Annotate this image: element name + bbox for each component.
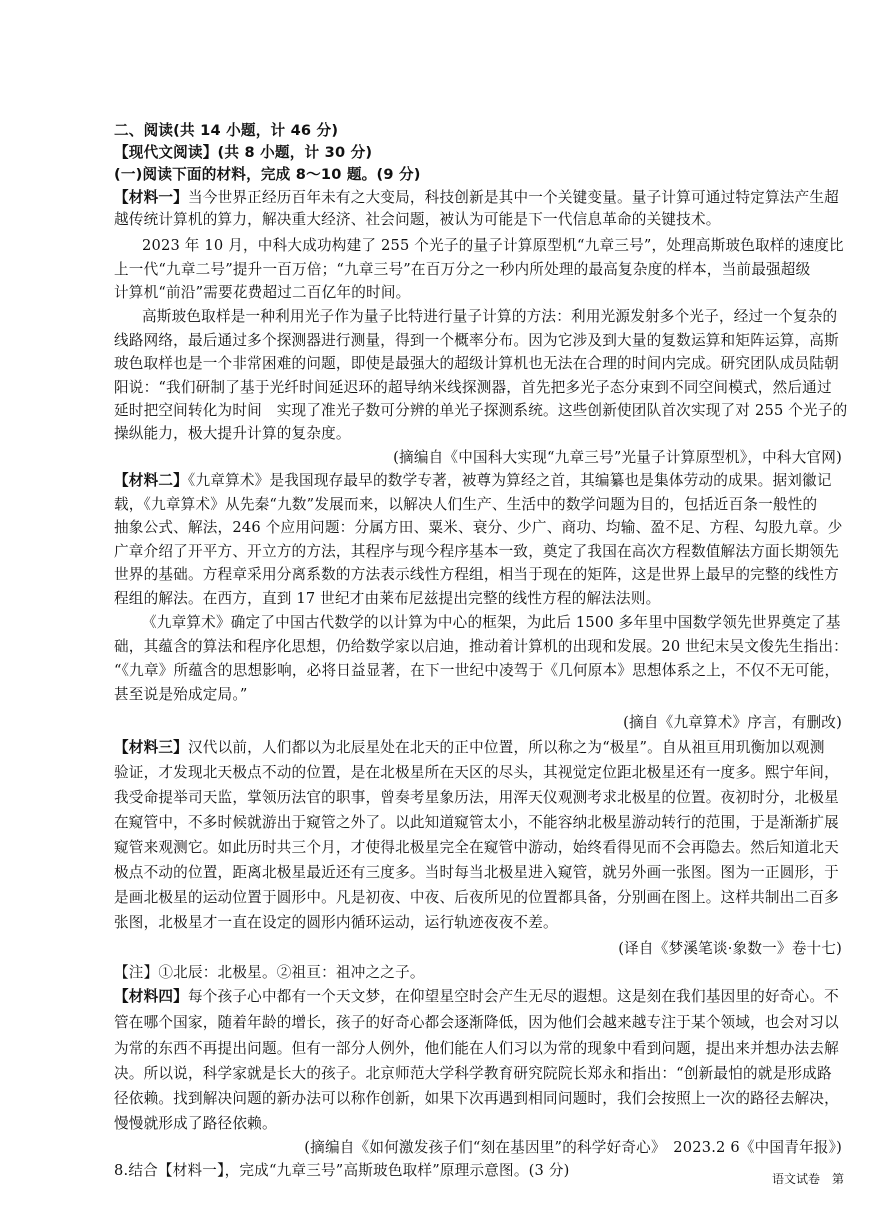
material-3-text: 汉代以前，人们都以为北辰星处在北天的正中位置，所以称之为“极星”。自从祖亘用玑衡加以观测 xyxy=(187,739,825,756)
material-2-line: 甚至说是殆成定局。” xyxy=(114,686,248,703)
material-1-line: 高斯玻色取样是一种利用光子作为量子比特进行量子计算的方法：利用光源发射多个光子，经过一个复杂的 xyxy=(142,308,838,325)
material-3-line: 极点不动的位置，距离北极星最近还有三度多。当时每当北极星进入窥管，就另外画一张图。图为一正圆形，于 xyxy=(114,864,839,881)
material-2-line: 载，《九章算术》从先秦“九数”发展而来，以解决人们生产、生活中的数学问题为目的，包括近百条一般性的 xyxy=(114,496,818,513)
material-3-line: 我受命提举司天监，掌领历法官的职事，曾奏考星象历法，用浑天仪观测考求北极星的位置。夜初时分，北极星 xyxy=(114,789,839,806)
material-4-text: 每个孩子心中都有一个天文梦，在仰望星空时会产生无尽的遐想。这是刻在我们基因里的好奇心。不 xyxy=(187,988,839,1005)
material-2-line: 世界的基础。方程章采用分离系数的方法表示线性方程组，相当于现在的矩阵，这是世界上最早的完整的线性方 xyxy=(114,566,839,583)
material-1-text: 当今世界正经历百年未有之大变局，科技创新是其中一个关键变量。量子计算可通过特定算法产生超 xyxy=(187,189,839,206)
material-3-line: 张图，北极星才一直在设定的圆形内循环运动，运行轨迹夜夜不差。 xyxy=(114,914,558,931)
material-4-line: 为常的东西不再提出问题。但有一部分人例外，他们能在人们习以为常的现象中看到问题，提出来并想办法去解 xyxy=(114,1040,839,1057)
material-2-text: 《九章算术》是我国现存最早的数学专著，被尊为算经之首，其编纂也是集体劳动的成果。据刘徽记 xyxy=(187,472,832,489)
material-1-line: 延时把空间转化为时间 实现了准光子数可分辨的单光子探测系统。这些创新使团队首次实现了对 255 个光子的 xyxy=(114,402,848,419)
material-1-line xyxy=(114,187,854,209)
material-2-line: 《九章算术》确定了中国古代数学的以计算为中心的框架，为此后 1500 多年里中国数学领先世界奠定了基 xyxy=(142,614,841,631)
material-3-line: 验证，才发现北天极点不动的位置，是在北极星所在天区的尽头，其视觉定位距北极星还有一度多。熙宁年间， xyxy=(114,764,839,781)
material-1-line: 计算机“前沿”需要花费超过二百亿年的时间。 xyxy=(114,284,411,301)
material-4-line xyxy=(114,986,854,1008)
subsection-title: 【现代文阅读】(共 8 小题，计 30 分) xyxy=(114,144,373,161)
material-4-line: 径依赖。找到解决问题的新办法可以称作创新，如果下次再遇到相同问题时，我们会按照上一次的路径去解决， xyxy=(114,1090,839,1107)
material-4-tag: 【材料四】 xyxy=(114,988,188,1005)
material-3-line xyxy=(114,737,854,759)
material-2-source: (摘自《九章算术》序言，有删改) xyxy=(623,714,842,731)
material-2-line: “《九章》所蕴含的思想影响，必将日益显著，在下一世纪中凌驾于《几何原本》思想体系之上，不仅不无可能， xyxy=(114,662,840,679)
question-8: 8.结合【材料一】，完成“九章三号”高斯玻色取样”原理示意图。(3 分) xyxy=(114,1162,570,1179)
material-3-note: 【注】①北辰：北极星。②祖亘：祖冲之之子。 xyxy=(114,964,425,981)
material-1-line: 操纵能力，极大提升计算的复杂度。 xyxy=(114,425,351,442)
material-1-line: 上一代“九章二号”提升一百万倍；“九章三号”在百万分之一秒内所处理的最高复杂度的样本，当前最强超级 xyxy=(114,261,811,278)
material-1-line: 阳说：“我们研制了基于光纤时间延迟环的超导纳米线探测器，首先把多光子态分束到不同空间模式，然后通过 xyxy=(114,379,832,396)
part-title: (一)阅读下面的材料，完成 8～10 题。(9 分) xyxy=(114,166,421,183)
material-1-line: 线路网络，最后通过多个探测器进行测量，得到一个概率分布。因为它涉及到大量的复数运算和矩阵运算，高斯 xyxy=(114,332,839,349)
material-4-source: (摘编自《如何激发孩子们“刻在基因里”的科学好奇心》 2023.2 6《中国青年报》) xyxy=(304,1139,842,1156)
material-2-line: 抽象公式、解法，246 个应用问题：分属方田、粟米、衰分、少广、商功、均输、盈不足、方程、勾股九章。少 xyxy=(114,519,843,536)
material-3-line: 是画北极星的运动位置于圆形中。凡是初夜、中夜、后夜所见的位置都具备，分别画在图上。这样共制出二百多 xyxy=(114,889,839,906)
material-1-line: 玻色取样也是一个非常困难的问题，即使是最强大的超级计算机也无法在合理的时间内完成。研究团队成员陆朝 xyxy=(114,355,839,372)
material-2-tag: 【材料二】 xyxy=(114,472,188,489)
material-2-line: 程组的解法。在西方，直到 17 世纪才由莱布尼兹提出完整的线性方程的解法法则。 xyxy=(114,590,661,607)
material-3-line: 窥管来观测它。如此历时共三个月，才使得北极星完全在窥管中游动，始终看得见而不会再隐去。然后知道北天 xyxy=(114,839,839,856)
material-4-line: 决。所以说，科学家就是长大的孩子。北京师范大学科学教育研究院院长郑永和指出：“创新最怕的就是形成路 xyxy=(114,1065,832,1082)
section-title: 二、阅读(共 14 小题，计 46 分) xyxy=(114,122,339,139)
page-footer: 语文试卷 第 xyxy=(772,1172,845,1186)
material-1-line: 越传统计算机的算力，解决重大经济、社会问题，被认为可能是下一代信息革命的关键技术。 xyxy=(114,211,721,228)
material-1-tag: 【材料一】 xyxy=(114,189,188,206)
material-1-source: (摘编自《中国科大实现“九章三号”光量子计算原型机》，中科大官网) xyxy=(393,449,842,466)
material-3-tag: 【材料三】 xyxy=(114,739,188,756)
material-2-line: 广章介绍了开平方、开立方的方法，其程序与现今程序基本一致，奠定了我国在高次方程数值解法方面长期领先 xyxy=(114,543,839,560)
material-3-line: 在窥管中，不多时候就游出于窥管之外了。以此知道窥管太小，不能容纳北极星游动转行的范围，于是渐渐扩展 xyxy=(114,814,839,831)
material-2-line xyxy=(114,470,854,492)
material-3-source: (译自《梦溪笔谈·象数一》卷十七) xyxy=(618,940,842,957)
material-4-line: 管在哪个国家，随着年龄的增长，孩子的好奇心都会逐渐降低，因为他们会越来越专注于某个领域，也会对习以 xyxy=(114,1014,839,1031)
material-4-line: 慢慢就形成了路径依赖。 xyxy=(114,1115,277,1132)
material-1-line: 2023 年 10 月，中科大成功构建了 255 个光子的量子计算原型机“九章三号”，处理高斯玻色取样的速度比 xyxy=(142,237,844,254)
material-2-line: 础，其蕴含的算法和程序化思想，仍给数学家以启迪，推动着计算机的出现和发展。20 世纪末吴文俊先生指出： xyxy=(114,638,848,655)
